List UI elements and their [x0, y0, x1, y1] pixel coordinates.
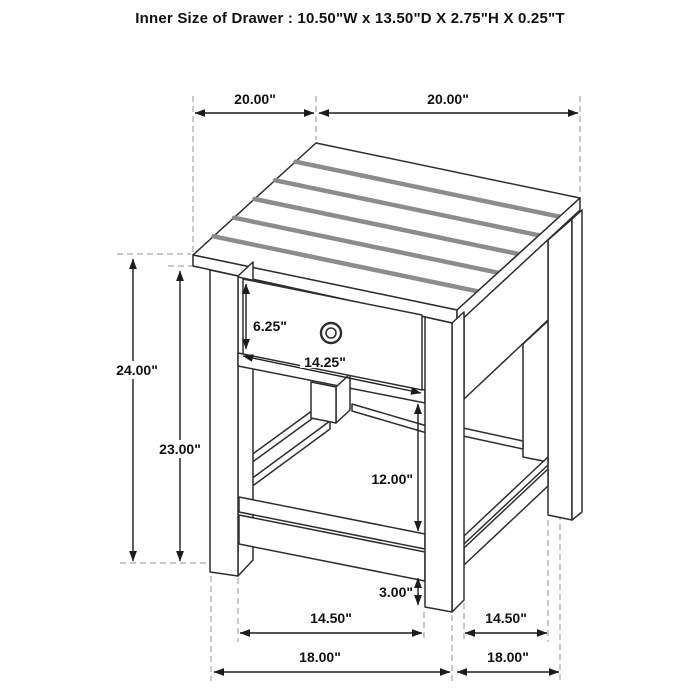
dim-under-top-height-label: 23.00": [159, 441, 201, 457]
dim-front-leg-spacing-label: 14.50": [310, 610, 352, 626]
drawer-knob-inner: [326, 328, 336, 338]
dim-drawer-height-label: 6.25": [253, 318, 287, 334]
dim-top-depth-label: 20.00": [234, 91, 276, 107]
dim-drawer-width-label: 14.25": [304, 354, 346, 370]
dim-side-leg-spacing-label: 14.50": [485, 610, 527, 626]
rear-right-leg: [548, 210, 582, 520]
side-inner-stile: [523, 321, 548, 462]
shelf-side-edge: [464, 457, 548, 565]
dim-overall-height-label: 24.00": [116, 362, 158, 378]
front-right-leg: [425, 312, 464, 612]
lower-shelf-front: [239, 497, 425, 581]
diagram-title: Inner Size of Drawer : 10.50"W x 13.50"D X 2.75"H X 0.25"T: [135, 10, 565, 27]
dim-top-width-label: 20.00": [427, 91, 469, 107]
dim-side-overall-label: 18.00": [487, 649, 529, 665]
dim-front-overall-label: 18.00": [299, 649, 341, 665]
dim-shelf-clearance-label: 12.00": [371, 471, 413, 487]
dim-leg-foot-label: 3.00": [379, 584, 413, 600]
